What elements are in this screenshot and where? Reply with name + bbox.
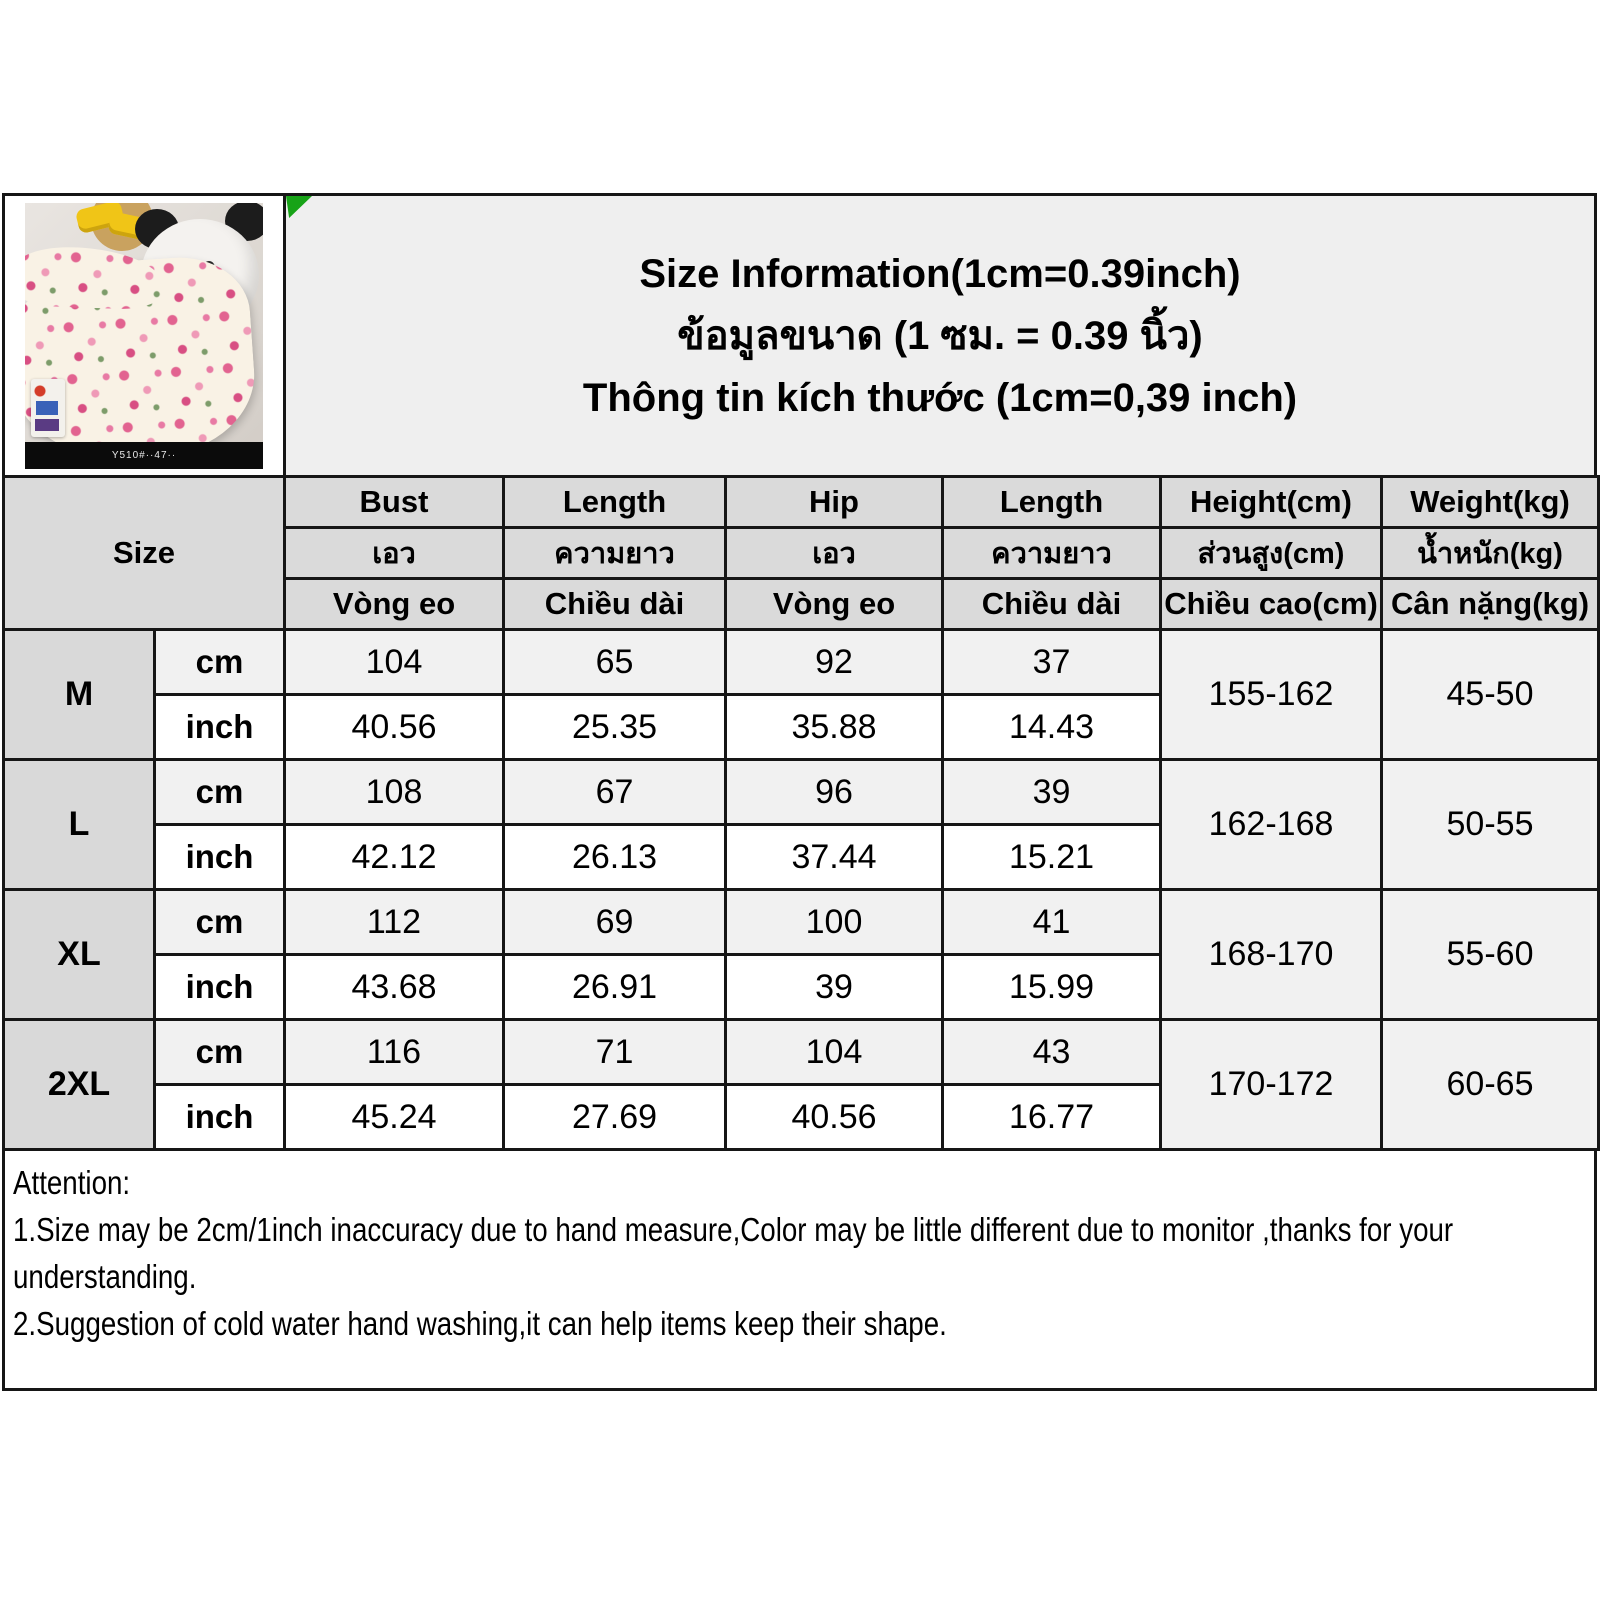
value-cell: 67 (504, 760, 726, 825)
page-title-vietnamese: Thông tin kích thước (1cm=0,39 inch) (582, 375, 1298, 420)
unit-cell-cm: cm (155, 890, 285, 955)
photo-caption-bar (25, 442, 263, 469)
col-header-height: Height(cm) (1161, 477, 1382, 528)
value-cell: 16.77 (943, 1085, 1161, 1150)
size-table (2, 475, 1600, 1151)
unit-cell-inch: inch (155, 1085, 285, 1150)
unit-cell-inch: inch (155, 955, 285, 1020)
unit-cell-cm: cm (155, 1020, 285, 1085)
value-cell: 37 (943, 630, 1161, 695)
top-row (2, 193, 1597, 478)
size-label-m: M (4, 630, 155, 760)
col-header-bust-th: เอว (285, 528, 504, 579)
value-cell: 43 (943, 1020, 1161, 1085)
value-cell: 26.91 (504, 955, 726, 1020)
col-header-length2-vi: Chiều dài (943, 579, 1161, 630)
weight-range-cell: 60-65 (1382, 1020, 1599, 1150)
height-range-cell: 168-170 (1161, 890, 1382, 1020)
col-header-hip: Hip (726, 477, 943, 528)
col-header-bust: Bust (285, 477, 504, 528)
table-row-xl-cm (4, 890, 1599, 955)
value-cell: 27.69 (504, 1085, 726, 1150)
value-cell: 112 (285, 890, 504, 955)
size-label-xl: XL (4, 890, 155, 1020)
attention-heading: Attention: (13, 1164, 131, 1201)
value-cell: 40.56 (726, 1085, 943, 1150)
value-cell: 42.12 (285, 825, 504, 890)
col-header-weight-vi: Cân nặng(kg) (1382, 579, 1599, 630)
unit-cell-cm: cm (155, 630, 285, 695)
value-cell: 104 (726, 1020, 943, 1085)
unit-cell-inch: inch (155, 825, 285, 890)
product-tag (31, 379, 65, 437)
col-header-length: Length (504, 477, 726, 528)
table-row-2xl-cm (4, 1020, 1599, 1085)
value-cell: 41 (943, 890, 1161, 955)
green-corner-marker (286, 196, 312, 218)
col-header-weight: Weight(kg) (1382, 477, 1599, 528)
product-photo-cell (5, 196, 286, 475)
value-cell: 69 (504, 890, 726, 955)
value-cell: 39 (943, 760, 1161, 825)
unit-cell-cm: cm (155, 760, 285, 825)
page-title-thai: ข้อมูลขนาด (1 ซม. = 0.39 นิ้ว) (677, 313, 1203, 358)
col-header-length-th: ความยาว (504, 528, 726, 579)
size-label-2xl: 2XL (4, 1020, 155, 1150)
value-cell: 108 (285, 760, 504, 825)
unit-cell-inch: inch (155, 695, 285, 760)
value-cell: 43.68 (285, 955, 504, 1020)
value-cell: 40.56 (285, 695, 504, 760)
value-cell: 37.44 (726, 825, 943, 890)
col-header-height-vi: Chiều cao(cm) (1161, 579, 1382, 630)
height-range-cell: 162-168 (1161, 760, 1382, 890)
value-cell: 15.21 (943, 825, 1161, 890)
weight-range-cell: 50-55 (1382, 760, 1599, 890)
value-cell: 116 (285, 1020, 504, 1085)
value-cell: 65 (504, 630, 726, 695)
value-cell: 26.13 (504, 825, 726, 890)
col-header-weight-th: น้ำหนัก(kg) (1382, 528, 1599, 579)
col-header-hip-vi: Vòng eo (726, 579, 943, 630)
col-header-bust-vi: Vòng eo (285, 579, 504, 630)
value-cell: 25.35 (504, 695, 726, 760)
attention-box (2, 1151, 1597, 1391)
header-row-en (4, 477, 1599, 528)
size-label-l: L (4, 760, 155, 890)
value-cell: 39 (726, 955, 943, 1020)
col-header-height-th: ส่วนสูง(cm) (1161, 528, 1382, 579)
product-photo (25, 203, 263, 469)
height-range-cell: 170-172 (1161, 1020, 1382, 1150)
attention-note-1: 1.Size may be 2cm/1inch inaccuracy due to hand measure,Color may be little different due to monitor ,thanks for your (13, 1211, 1454, 1248)
value-cell: 104 (285, 630, 504, 695)
size-header-cell: Size (4, 477, 285, 630)
value-cell: 92 (726, 630, 943, 695)
attention-note-2: 2.Suggestion of cold water hand washing,it can help items keep their shape. (13, 1305, 947, 1342)
col-header-hip-th: เอว (726, 528, 943, 579)
page-title: Size Information(1cm=0.39inch) (639, 251, 1241, 296)
size-chart-content (2, 193, 1597, 1391)
height-range-cell: 155-162 (1161, 630, 1382, 760)
title-panel (286, 196, 1594, 475)
col-header-length2: Length (943, 477, 1161, 528)
col-header-length2-th: ความยาว (943, 528, 1161, 579)
value-cell: 14.43 (943, 695, 1161, 760)
table-row-m-cm (4, 630, 1599, 695)
weight-range-cell: 45-50 (1382, 630, 1599, 760)
photo-caption-text: Y510#··47·· (111, 450, 177, 461)
attention-note-1-cont: understanding. (13, 1258, 197, 1295)
value-cell: 15.99 (943, 955, 1161, 1020)
table-row-l-cm (4, 760, 1599, 825)
weight-range-cell: 55-60 (1382, 890, 1599, 1020)
value-cell: 100 (726, 890, 943, 955)
col-header-length-vi: Chiều dài (504, 579, 726, 630)
value-cell: 71 (504, 1020, 726, 1085)
value-cell: 35.88 (726, 695, 943, 760)
value-cell: 45.24 (285, 1085, 504, 1150)
value-cell: 96 (726, 760, 943, 825)
